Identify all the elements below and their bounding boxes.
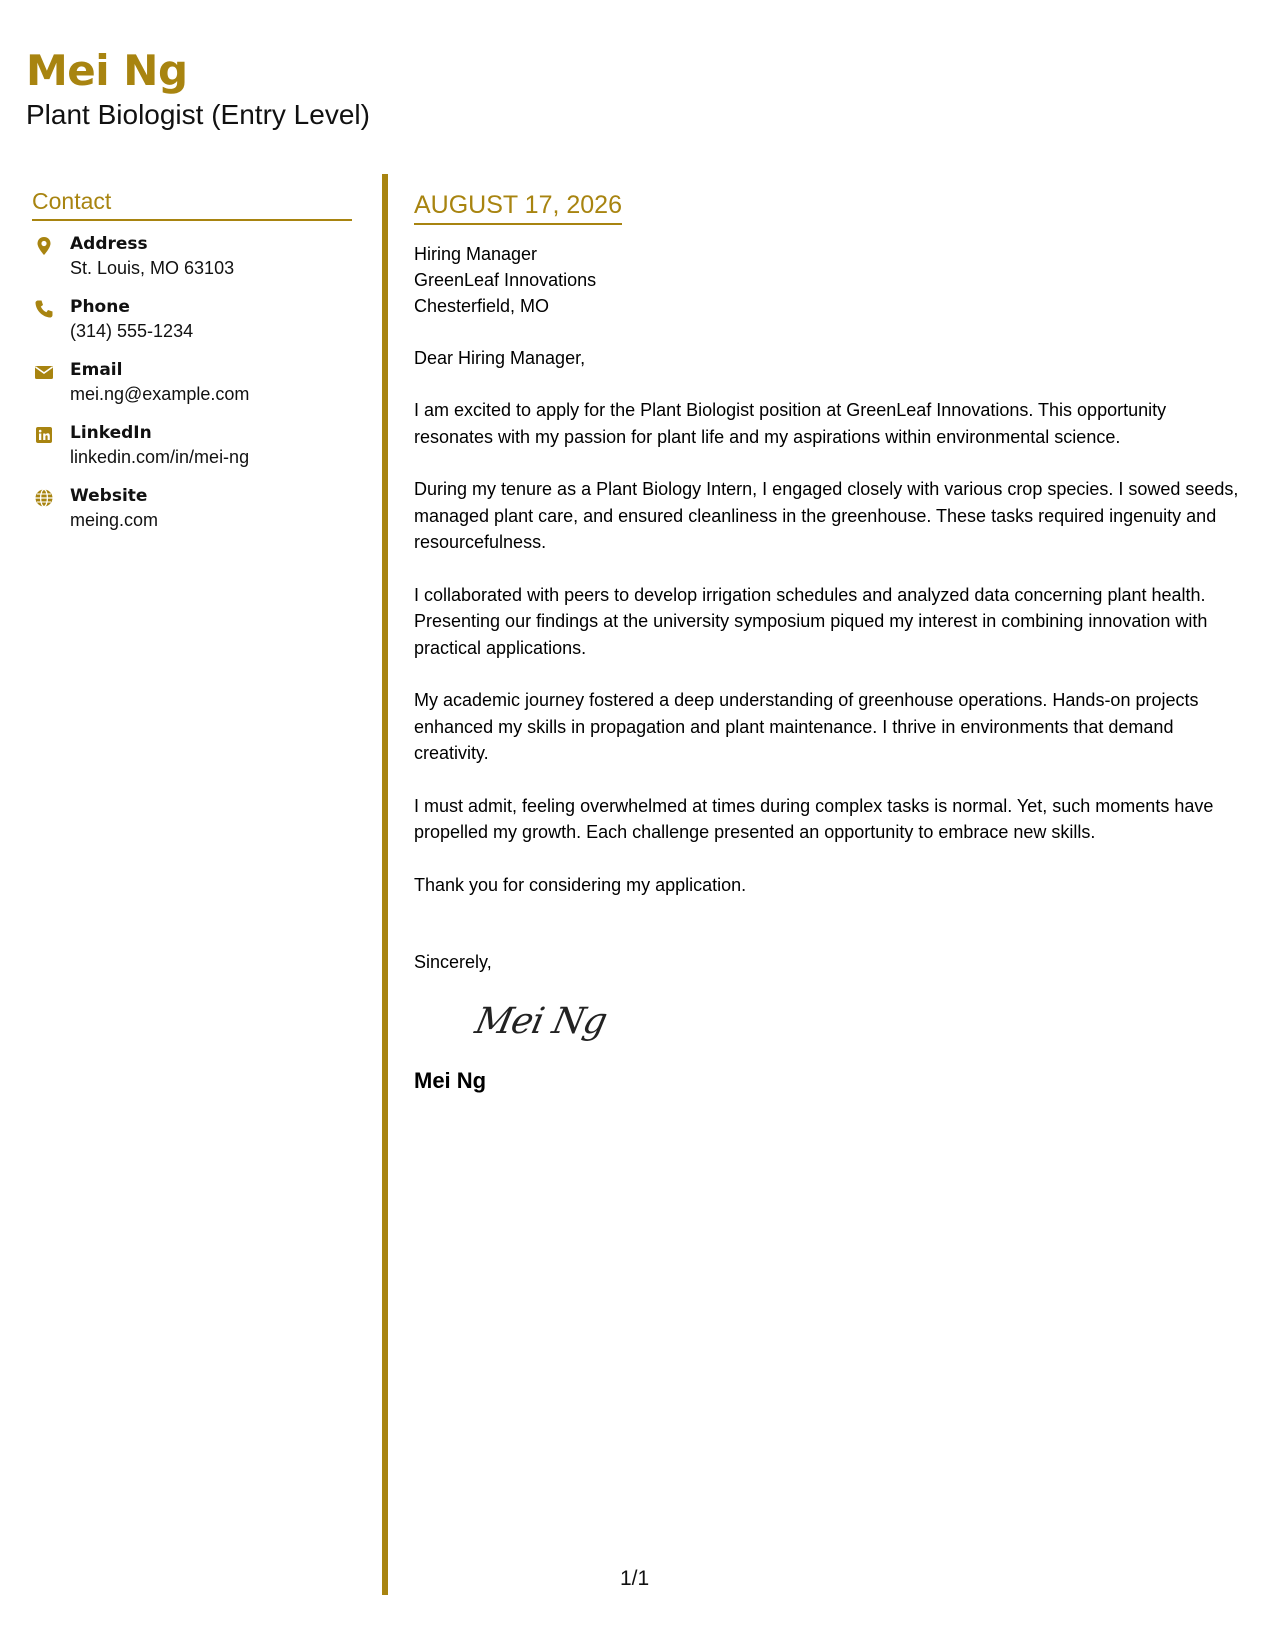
contact-label: Phone <box>70 297 130 318</box>
contact-value: mei.ng@example.com <box>70 384 250 405</box>
contact-heading: Contact <box>32 188 352 221</box>
contact-value: meing.com <box>70 510 159 531</box>
signature: Mei Ng <box>471 1001 611 1042</box>
salutation: Dear Hiring Manager, <box>414 348 586 368</box>
paragraph: I collaborated with peers to develop irrigation schedules and analyzed data concerning plant health. Presenting our findings at the university symposium piqued my interest in combining innovation with practical applications. <box>414 584 1208 658</box>
vertical-divider <box>382 174 388 1595</box>
contact-value: (314) 555-1234 <box>70 321 194 342</box>
contact-label: Website <box>70 486 148 507</box>
contact-label: Address <box>70 234 148 255</box>
linkedin-icon <box>34 425 54 445</box>
phone-icon <box>34 299 54 319</box>
paragraph: During my tenure as a Plant Biology Intern, I engaged closely with various crop species. I sowed seeds, managed plant care, and ensured cleanliness in the greenhouse. These tasks required ingenuity and resourcefulness. <box>414 479 1239 552</box>
contact-sidebar <box>32 188 352 548</box>
applicant-role: Plant Biologist (Entry Level) <box>26 99 370 130</box>
letter-body <box>414 190 1244 1094</box>
contact-list <box>32 233 352 548</box>
paragraph: Thank you for considering my application. <box>414 874 747 895</box>
paragraph: I must admit, feeling overwhelmed at times during complex tasks is normal. Yet, such moments have propelled my growth. Each challenge presented an opportunity to embrace new skills. <box>414 795 1214 842</box>
paragraph: I am excited to apply for the Plant Biologist position at GreenLeaf Innovations. This opportunity resonates with my passion for plant life and my aspirations within environmental science. <box>414 400 1167 447</box>
closing: Sincerely, <box>414 952 492 972</box>
map-pin-icon <box>34 236 54 256</box>
contact-item-email <box>32 359 352 422</box>
envelope-icon <box>34 362 54 382</box>
signer-name: Mei Ng <box>414 1068 487 1093</box>
globe-icon <box>34 488 54 508</box>
applicant-name: Mei Ng <box>26 46 188 95</box>
contact-label: LinkedIn <box>70 423 152 444</box>
contact-value: linkedin.com/in/mei-ng <box>70 447 250 468</box>
contact-value: St. Louis, MO 63103 <box>70 258 235 279</box>
contact-item-website <box>32 485 352 548</box>
recipient-line: Hiring Manager <box>414 244 538 264</box>
contact-item-phone <box>32 296 352 359</box>
contact-label: Email <box>70 360 123 381</box>
recipient-block <box>414 241 1244 319</box>
contact-item-address <box>32 233 352 296</box>
recipient-line: GreenLeaf Innovations <box>414 270 597 290</box>
letter-date: AUGUST 17, 2026 <box>414 190 622 225</box>
recipient-line: Chesterfield, MO <box>414 296 550 316</box>
contact-item-linkedin <box>32 422 352 485</box>
page-number: 1/1 <box>620 1567 650 1590</box>
paragraph: My academic journey fostered a deep understanding of greenhouse operations. Hands-on projects enhanced my skills in propagation and plant maintenance. I thrive in environments that demand creativity. <box>414 690 1199 763</box>
